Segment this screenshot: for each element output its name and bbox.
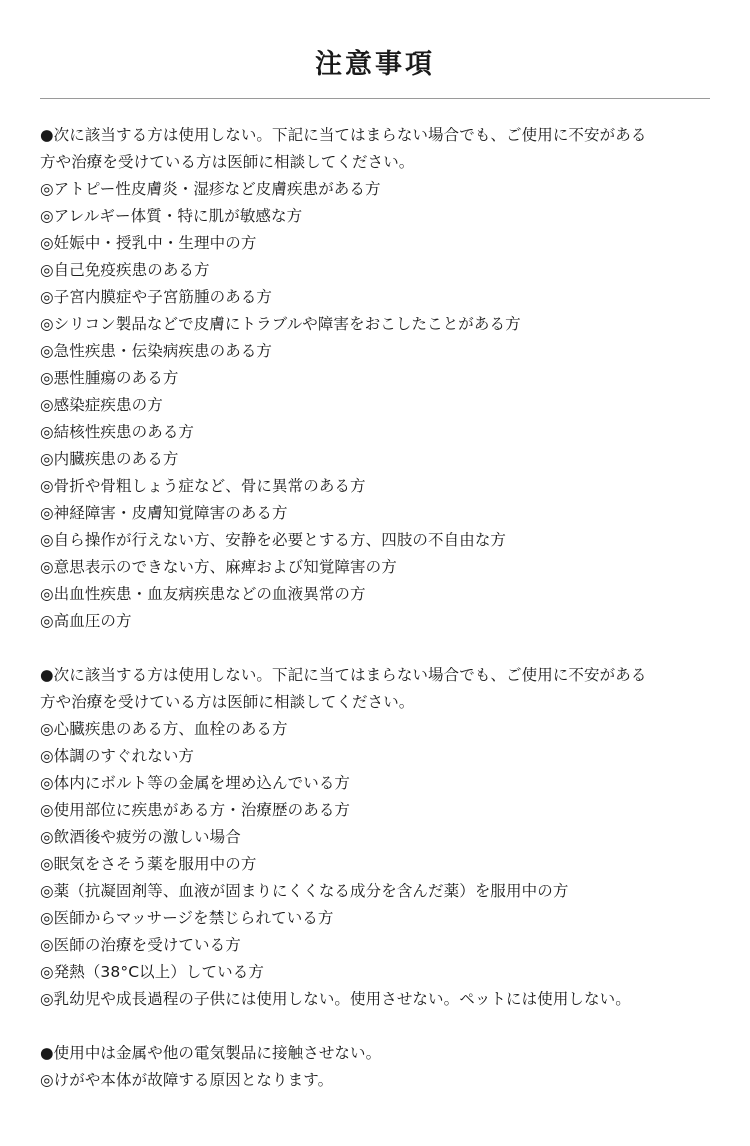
list-item: ◎シリコン製品などで皮膚にトラブルや障害をおこしたことがある方	[40, 315, 521, 333]
list-item: ◎心臓疾患のある方、血栓のある方	[40, 720, 288, 738]
list-item: ◎医師の治療を受けている方	[40, 936, 241, 954]
list-item: ◎アレルギー体質・特に肌が敏感な方	[40, 207, 303, 225]
section-heading-line: ●使用中は金属や他の電気製品に接触させない。	[40, 1044, 382, 1062]
list-item: ◎妊娠中・授乳中・生理中の方	[40, 234, 257, 252]
list-item: ◎高血圧の方	[40, 612, 132, 630]
list-item: ◎薬（抗凝固剤等、血液が固まりにくくなる成分を含んだ薬）を服用中の方	[40, 882, 569, 900]
notice-section-3	[40, 1040, 720, 1094]
title-divider	[40, 98, 710, 99]
list-item: ◎感染症疾患の方	[40, 396, 163, 414]
list-item: ◎内臓疾患のある方	[40, 450, 179, 468]
notice-section-2	[40, 662, 720, 1013]
section-heading-line: 方や治療を受けている方は医師に相談してください。	[40, 693, 415, 711]
notice-section-1	[40, 122, 720, 635]
notice-content	[40, 122, 720, 1094]
list-item: ◎眠気をさそう薬を服用中の方	[40, 855, 257, 873]
list-item: ◎体調のすぐれない方	[40, 747, 195, 765]
list-item: ◎けがや本体が故障する原因となります。	[40, 1071, 334, 1089]
list-item: ◎飲酒後や疲労の激しい場合	[40, 828, 241, 846]
list-item: ◎急性疾患・伝染病疾患のある方	[40, 342, 273, 360]
page-title: 注意事項	[315, 49, 435, 80]
section-heading-line: ●次に該当する方は使用しない。下記に当てはまらない場合でも、ご使用に不安がある	[40, 126, 647, 144]
list-item: ◎乳幼児や成長過程の子供には使用しない。使用させない。ペットには使用しない。	[40, 990, 631, 1008]
list-item: ◎結核性疾患のある方	[40, 423, 195, 441]
list-item: ◎自ら操作が行えない方、安静を必要とする方、四肢の不自由な方	[40, 531, 507, 549]
list-item: ◎体内にボルト等の金属を埋め込んでいる方	[40, 774, 351, 792]
list-item: ◎使用部位に疾患がある方・治療歴のある方	[40, 801, 351, 819]
list-item: ◎神経障害・皮膚知覚障害のある方	[40, 504, 288, 522]
list-item: ◎悪性腫瘍のある方	[40, 369, 179, 387]
section-heading-line: ●次に該当する方は使用しない。下記に当てはまらない場合でも、ご使用に不安がある	[40, 666, 647, 684]
list-item: ◎子宮内膜症や子宮筋腫のある方	[40, 288, 273, 306]
list-item: ◎発熱（38°C以上）している方	[40, 963, 264, 981]
list-item: ◎アトピー性皮膚炎・湿疹など皮膚疾患がある方	[40, 180, 381, 198]
list-item: ◎骨折や骨粗しょう症など、骨に異常のある方	[40, 477, 366, 495]
list-item: ◎出血性疾患・血友病疾患などの血液異常の方	[40, 585, 366, 603]
list-item: ◎意思表示のできない方、麻痺および知覚障害の方	[40, 558, 397, 576]
list-item: ◎医師からマッサージを禁じられている方	[40, 909, 334, 927]
section-heading-line: 方や治療を受けている方は医師に相談してください。	[40, 153, 415, 171]
list-item: ◎自己免疫疾患のある方	[40, 261, 210, 279]
